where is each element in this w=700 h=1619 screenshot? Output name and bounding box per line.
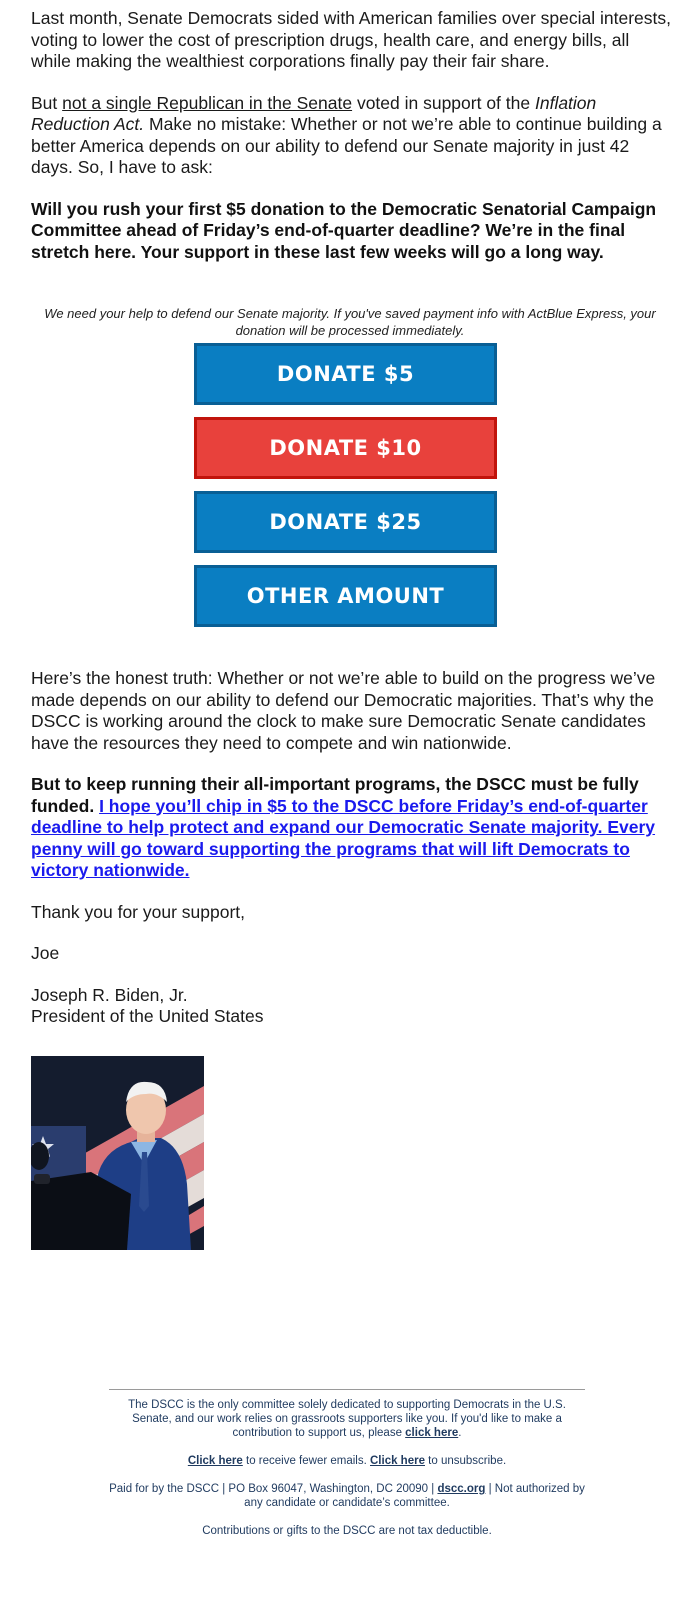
paragraph-honest-truth: Here’s the honest truth: Whether or not we’re able to build on the progress we’ve made depends on our ability to defend our Democratic majorities. That’s why the DSCC is working around the clock to make sure Democratic Senate candidates have the resources they need to compete and win nationwide. bbox=[31, 668, 656, 753]
footer-text: | Not authorized by any candidate or candidate’s committee. bbox=[244, 1483, 585, 1509]
paragraph-ask: Will you rush your first $5 donation to the Democratic Senatorial Campaign Committee ahead of Friday’s end-of-quarter deadline? We’re in the final stretch here. Your support in these last few weeks will go a long way. bbox=[31, 198, 657, 262]
paragraph-intro: Last month, Senate Democrats sided with American families over special interests, voting to lower the cost of prescription drugs, health care, and energy bills, all while making the wealthiest corporations finally pay their fair share. bbox=[31, 8, 672, 71]
footer-text: . bbox=[458, 1427, 462, 1439]
signature-title: President of the United States bbox=[31, 1006, 264, 1026]
text-segment: voted in support of the bbox=[352, 92, 535, 113]
footer-text: to unsubscribe. bbox=[424, 1455, 507, 1467]
footer bbox=[109, 1398, 585, 1552]
footer-text: Paid for by the DSCC | PO Box 96047, Washington, DC 20090 | bbox=[109, 1483, 438, 1495]
chip-in-link[interactable]: I hope you’ll chip in $5 to the DSCC before Friday’s end-of-quarter deadline to help protect and expand our Democratic Senate majority. Every penny will go toward supporting the programs that will lift Democrats to victory nationwide. bbox=[31, 795, 656, 880]
donate-note: We need your help to defend our Senate majority. If you've saved payment info with ActBlue Express, your donation will be processed immediately. bbox=[44, 306, 656, 338]
donate-10-button[interactable]: DONATE $10 bbox=[194, 417, 497, 479]
footer-text: to receive fewer emails. bbox=[242, 1455, 370, 1467]
dscc-site-link[interactable]: dscc.org bbox=[437, 1483, 486, 1495]
paragraph-republicans bbox=[31, 93, 671, 179]
text-segment: Make no mistake: Whether or not we’re able to continue building a better America depends on our ability to defend our Senate majority in just 42 days. So, I have to ask: bbox=[31, 114, 662, 177]
unsubscribe-link[interactable]: Click here bbox=[370, 1455, 425, 1467]
italic-text: Inflation Reduction Act. bbox=[31, 92, 597, 134]
signoff-name: Joe bbox=[31, 943, 60, 963]
footer-tax-note: Contributions or gifts to the DSCC are not tax deductible. bbox=[202, 1525, 492, 1537]
fewer-emails-link[interactable]: Click here bbox=[187, 1455, 243, 1467]
footer-divider bbox=[109, 1389, 585, 1390]
underlined-text: not a single Republican in the Senate bbox=[62, 92, 353, 113]
email-intro bbox=[31, 8, 671, 283]
contribute-link[interactable]: click here bbox=[405, 1427, 459, 1439]
footer-text: The DSCC is the only committee solely dedicated to supporting Democrats in the U.S. Senate, and our work relies on grassroots supporters like you. If you'd like to make a contribution to support us, please bbox=[128, 1399, 566, 1439]
footer-email-prefs bbox=[109, 1454, 585, 1468]
paragraph-funding bbox=[31, 774, 671, 882]
footer-paid-for bbox=[109, 1482, 585, 1510]
email-body bbox=[31, 668, 671, 1048]
president-photo bbox=[31, 1056, 204, 1250]
thanks-text: Thank you for your support, bbox=[31, 901, 245, 922]
footer-about bbox=[109, 1398, 585, 1440]
text-segment: But bbox=[31, 92, 63, 113]
other-amount-button[interactable]: OTHER AMOUNT bbox=[194, 565, 497, 627]
donate-5-button[interactable]: DONATE $5 bbox=[194, 343, 497, 405]
signature-name: Joseph R. Biden, Jr. bbox=[31, 984, 188, 1005]
signature bbox=[31, 985, 671, 1028]
donate-25-button[interactable]: DONATE $25 bbox=[194, 491, 497, 553]
bold-text: But to keep running their all-important programs, the DSCC must be fully funded. bbox=[31, 774, 639, 816]
